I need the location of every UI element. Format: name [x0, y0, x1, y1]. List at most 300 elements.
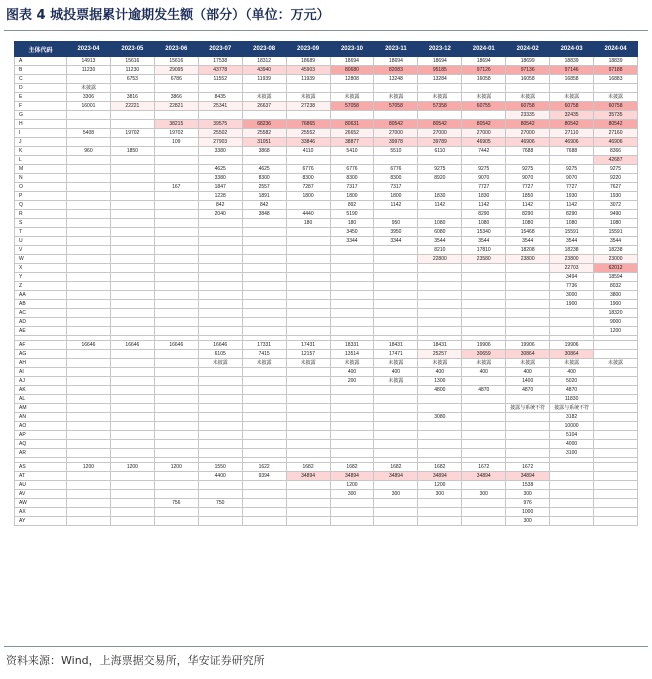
- table-cell: 18694: [462, 57, 506, 66]
- table-cell: [242, 449, 286, 458]
- table-cell: [198, 481, 242, 490]
- table-cell: [374, 431, 418, 440]
- table-cell: 750: [198, 499, 242, 508]
- table-cell: [110, 210, 154, 219]
- table-cell: [67, 138, 111, 147]
- table-cell: 60755: [462, 102, 506, 111]
- table-cell: [286, 111, 330, 120]
- table-cell: [110, 228, 154, 237]
- table-cell: [67, 472, 111, 481]
- table-cell: 5104: [550, 431, 594, 440]
- table-cell: [154, 472, 198, 481]
- table-cell: [242, 490, 286, 499]
- table-cell: 未披露: [550, 93, 594, 102]
- table-cell: [110, 472, 154, 481]
- table-cell: 68236: [242, 120, 286, 129]
- title-divider: [4, 30, 648, 31]
- table-cell: 22821: [154, 102, 198, 111]
- table-cell: [286, 431, 330, 440]
- entity-code-cell: AO: [15, 422, 67, 431]
- table-cell: 9490: [594, 210, 638, 219]
- table-cell: 8290: [550, 210, 594, 219]
- table-cell: [110, 359, 154, 368]
- table-cell: 9275: [594, 165, 638, 174]
- table-cell: [154, 246, 198, 255]
- table-cell: 3494: [550, 273, 594, 282]
- entity-code-cell: A: [15, 57, 67, 66]
- table-cell: 8300: [242, 174, 286, 183]
- table-cell: [418, 309, 462, 318]
- table-cell: 1930: [550, 192, 594, 201]
- table-cell: [418, 431, 462, 440]
- table-cell: [330, 282, 374, 291]
- table-cell: 未披露: [330, 359, 374, 368]
- table-cell: [154, 350, 198, 359]
- table-cell: [242, 413, 286, 422]
- table-cell: 13514: [330, 350, 374, 359]
- table-cell: 17331: [242, 341, 286, 350]
- table-cell: [242, 386, 286, 395]
- table-row: [15, 111, 638, 120]
- table-cell: [198, 246, 242, 255]
- table-cell: [67, 111, 111, 120]
- table-cell: 180: [286, 219, 330, 228]
- table-cell: [67, 273, 111, 282]
- column-header: 2023-11: [374, 42, 418, 57]
- table-cell: 7727: [462, 183, 506, 192]
- table-cell: [286, 368, 330, 377]
- table-cell: 400: [462, 368, 506, 377]
- table-cell: [330, 264, 374, 273]
- table-cell: [242, 228, 286, 237]
- table-cell: 未披露: [418, 359, 462, 368]
- table-cell: 62012: [594, 264, 638, 273]
- entity-code-cell: AD: [15, 318, 67, 327]
- table-cell: [154, 404, 198, 413]
- table-cell: [67, 255, 111, 264]
- table-cell: [198, 282, 242, 291]
- table-cell: [154, 422, 198, 431]
- table-cell: [110, 517, 154, 526]
- table-cell: [67, 377, 111, 386]
- table-cell: 4800: [418, 386, 462, 395]
- entity-code-cell: AW: [15, 499, 67, 508]
- table-cell: 3848: [242, 210, 286, 219]
- table-row: [15, 386, 638, 395]
- table-cell: [110, 431, 154, 440]
- table-cell: 18694: [330, 57, 374, 66]
- table-cell: [374, 386, 418, 395]
- table-cell: [418, 508, 462, 517]
- entity-code-cell: N: [15, 174, 67, 183]
- table-cell: [242, 404, 286, 413]
- table-cell: [67, 508, 111, 517]
- table-cell: [198, 264, 242, 273]
- table-cell: [462, 481, 506, 490]
- table-cell: 960: [67, 147, 111, 156]
- table-cell: 15616: [110, 57, 154, 66]
- table-cell: 3800: [594, 291, 638, 300]
- table-cell: [154, 282, 198, 291]
- table-cell: 1800: [330, 192, 374, 201]
- table-cell: [154, 481, 198, 490]
- entity-code-cell: F: [15, 102, 67, 111]
- table-cell: [418, 300, 462, 309]
- entity-code-cell: AY: [15, 517, 67, 526]
- table-row: [15, 404, 638, 413]
- table-row: [15, 508, 638, 517]
- table-cell: [198, 219, 242, 228]
- table-cell: [462, 431, 506, 440]
- table-cell: 14913: [67, 57, 111, 66]
- table-row: [15, 300, 638, 309]
- table-cell: [330, 255, 374, 264]
- table-cell: [198, 386, 242, 395]
- column-header: 2024-04: [594, 42, 638, 57]
- table-cell: [110, 386, 154, 395]
- table-cell: 18694: [374, 57, 418, 66]
- table-cell: [418, 422, 462, 431]
- entity-code-cell: AR: [15, 449, 67, 458]
- table-cell: 34894: [374, 472, 418, 481]
- table-cell: [462, 264, 506, 273]
- table-cell: [286, 508, 330, 517]
- table-cell: [67, 183, 111, 192]
- entity-code-cell: AT: [15, 472, 67, 481]
- table-cell: 1800: [286, 192, 330, 201]
- table-cell: [286, 449, 330, 458]
- table-cell: [67, 75, 111, 84]
- table-cell: [462, 395, 506, 404]
- table-cell: [286, 228, 330, 237]
- table-cell: 8300: [330, 174, 374, 183]
- table-cell: 12808: [330, 75, 374, 84]
- table-cell: [374, 404, 418, 413]
- table-cell: 1891: [242, 192, 286, 201]
- entity-code-cell: AG: [15, 350, 67, 359]
- table-cell: 46906: [594, 138, 638, 147]
- table-cell: [110, 246, 154, 255]
- table-cell: [374, 291, 418, 300]
- table-cell: [242, 282, 286, 291]
- entity-code-cell: H: [15, 120, 67, 129]
- table-cell: 22800: [418, 255, 462, 264]
- bottom-divider: [4, 646, 648, 647]
- table-row: [15, 93, 638, 102]
- table-cell: 18594: [594, 273, 638, 282]
- table-cell: 3450: [330, 228, 374, 237]
- table-cell: [286, 404, 330, 413]
- table-cell: [67, 201, 111, 210]
- table-cell: [418, 318, 462, 327]
- table-cell: [110, 255, 154, 264]
- table-cell: 43778: [198, 66, 242, 75]
- table-cell: [67, 359, 111, 368]
- table-cell: [198, 449, 242, 458]
- table-cell: [154, 327, 198, 336]
- table-cell: 4440: [286, 210, 330, 219]
- table-cell: [198, 309, 242, 318]
- table-cell: 1142: [506, 201, 550, 210]
- table-cell: 45903: [286, 66, 330, 75]
- table-cell: 10000: [550, 422, 594, 431]
- table-cell: 8300: [286, 174, 330, 183]
- table-cell: [330, 386, 374, 395]
- table-cell: 19906: [550, 341, 594, 350]
- table-cell: 1830: [462, 192, 506, 201]
- table-cell: [110, 264, 154, 273]
- table-cell: 未披露: [286, 93, 330, 102]
- table-cell: 12157: [286, 350, 330, 359]
- table-cell: 39789: [418, 138, 462, 147]
- table-cell: [67, 431, 111, 440]
- table-cell: [154, 273, 198, 282]
- table-cell: [198, 377, 242, 386]
- table-cell: [330, 84, 374, 93]
- table-cell: [550, 309, 594, 318]
- table-cell: [374, 300, 418, 309]
- table-cell: [506, 327, 550, 336]
- table-cell: [374, 499, 418, 508]
- table-cell: 5190: [330, 210, 374, 219]
- table-cell: [374, 413, 418, 422]
- table-cell: [110, 508, 154, 517]
- table-cell: [67, 120, 111, 129]
- table-cell: 39575: [198, 120, 242, 129]
- table-cell: [374, 282, 418, 291]
- table-cell: [154, 395, 198, 404]
- table-cell: [242, 395, 286, 404]
- table-cell: [67, 309, 111, 318]
- table-cell: 15591: [594, 228, 638, 237]
- table-cell: [330, 273, 374, 282]
- table-cell: 9070: [550, 174, 594, 183]
- table-cell: [110, 237, 154, 246]
- table-row: [15, 75, 638, 84]
- table-cell: [506, 449, 550, 458]
- table-cell: [154, 318, 198, 327]
- table-cell: [110, 300, 154, 309]
- table-cell: [418, 210, 462, 219]
- table-cell: 未披露: [67, 84, 111, 93]
- table-cell: [594, 508, 638, 517]
- table-cell: [67, 481, 111, 490]
- entity-code-cell: AJ: [15, 377, 67, 386]
- column-header: 2023-07: [198, 42, 242, 57]
- entity-code-cell: Z: [15, 282, 67, 291]
- table-cell: [110, 440, 154, 449]
- table-cell: [154, 219, 198, 228]
- table-cell: 400: [550, 368, 594, 377]
- table-cell: [418, 395, 462, 404]
- table-cell: 6105: [198, 350, 242, 359]
- table-cell: [418, 291, 462, 300]
- table-cell: [418, 440, 462, 449]
- table-cell: 1142: [462, 201, 506, 210]
- table-cell: 60758: [550, 102, 594, 111]
- table-cell: [198, 395, 242, 404]
- table-cell: [242, 517, 286, 526]
- table-cell: [242, 273, 286, 282]
- table-cell: [286, 291, 330, 300]
- table-cell: 23000: [594, 255, 638, 264]
- table-cell: 18839: [550, 57, 594, 66]
- table-cell: [594, 472, 638, 481]
- table-cell: [67, 395, 111, 404]
- table-cell: [418, 449, 462, 458]
- table-cell: [154, 165, 198, 174]
- table-cell: [462, 327, 506, 336]
- table-cell: 4110: [286, 147, 330, 156]
- table-cell: 57358: [418, 102, 462, 111]
- table-cell: [286, 264, 330, 273]
- table-row: [15, 120, 638, 129]
- table-cell: 11230: [110, 66, 154, 75]
- column-header: 2023-08: [242, 42, 286, 57]
- table-cell: [154, 508, 198, 517]
- table-cell: [242, 327, 286, 336]
- table-cell: 80542: [418, 120, 462, 129]
- table-row: [15, 463, 638, 472]
- table-cell: [594, 377, 638, 386]
- table-cell: 3344: [330, 237, 374, 246]
- table-cell: [594, 341, 638, 350]
- table-row: [15, 377, 638, 386]
- table-cell: [286, 309, 330, 318]
- table-row: [15, 472, 638, 481]
- table-cell: [198, 490, 242, 499]
- table-row: [15, 350, 638, 359]
- table-cell: [67, 440, 111, 449]
- table-cell: [154, 201, 198, 210]
- table-row: [15, 481, 638, 490]
- entity-code-cell: AV: [15, 490, 67, 499]
- table-cell: [242, 255, 286, 264]
- table-cell: [330, 318, 374, 327]
- table-cell: [462, 449, 506, 458]
- table-cell: 46906: [506, 138, 550, 147]
- entity-code-cell: R: [15, 210, 67, 219]
- table-cell: [550, 499, 594, 508]
- table-cell: [286, 386, 330, 395]
- column-header: 2024-02: [506, 42, 550, 57]
- table-row: [15, 341, 638, 350]
- entity-code-cell: I: [15, 129, 67, 138]
- table-cell: 7736: [550, 282, 594, 291]
- entity-code-cell: W: [15, 255, 67, 264]
- table-cell: 11939: [286, 75, 330, 84]
- table-cell: [110, 404, 154, 413]
- entity-code-cell: O: [15, 183, 67, 192]
- table-row: [15, 138, 638, 147]
- table-cell: [330, 431, 374, 440]
- table-cell: [330, 309, 374, 318]
- table-cell: 11939: [242, 75, 286, 84]
- table-cell: [67, 413, 111, 422]
- table-cell: 7442: [462, 147, 506, 156]
- table-cell: 1080: [418, 219, 462, 228]
- table-cell: 1080: [462, 219, 506, 228]
- table-cell: 8032: [594, 282, 638, 291]
- table-cell: 3182: [550, 413, 594, 422]
- table-cell: [242, 318, 286, 327]
- table-cell: [462, 377, 506, 386]
- table-cell: 9275: [550, 165, 594, 174]
- table-cell: 82083: [374, 66, 418, 75]
- column-header: 2023-09: [286, 42, 330, 57]
- table-cell: [286, 156, 330, 165]
- table-cell: [330, 404, 374, 413]
- table-cell: [110, 327, 154, 336]
- table-cell: [594, 431, 638, 440]
- table-cell: [418, 499, 462, 508]
- table-cell: 892: [330, 201, 374, 210]
- table-cell: [242, 264, 286, 273]
- table-cell: [418, 517, 462, 526]
- table-cell: [198, 255, 242, 264]
- table-cell: 1900: [594, 300, 638, 309]
- table-cell: 1682: [418, 463, 462, 472]
- entity-code-cell: J: [15, 138, 67, 147]
- table-cell: 7688: [550, 147, 594, 156]
- table-cell: [110, 395, 154, 404]
- table-cell: [198, 508, 242, 517]
- table-cell: 60758: [506, 102, 550, 111]
- table-cell: 1200: [154, 463, 198, 472]
- table-cell: [550, 472, 594, 481]
- table-row: [15, 264, 638, 273]
- table-cell: 25257: [418, 350, 462, 359]
- table-cell: [286, 440, 330, 449]
- table-cell: [242, 481, 286, 490]
- table-cell: 19702: [110, 129, 154, 138]
- table-cell: 17810: [462, 246, 506, 255]
- table-cell: 7627: [594, 183, 638, 192]
- entity-code-cell: K: [15, 147, 67, 156]
- table-cell: [154, 449, 198, 458]
- table-cell: 8290: [462, 210, 506, 219]
- table-cell: 1142: [374, 201, 418, 210]
- table-row: [15, 309, 638, 318]
- table-cell: [462, 517, 506, 526]
- overdue-table: [14, 41, 638, 526]
- table-cell: [242, 431, 286, 440]
- table-cell: [462, 309, 506, 318]
- table-cell: 19906: [506, 341, 550, 350]
- table-cell: 18320: [594, 309, 638, 318]
- entity-code-cell: Y: [15, 273, 67, 282]
- table-cell: 19702: [154, 129, 198, 138]
- table-row: [15, 219, 638, 228]
- table-cell: [594, 386, 638, 395]
- column-header: 主体代码: [15, 42, 67, 57]
- table-cell: 披露与系统不符: [550, 404, 594, 413]
- table-cell: 1682: [374, 463, 418, 472]
- table-cell: [110, 192, 154, 201]
- entity-code-cell: V: [15, 246, 67, 255]
- table-cell: 3344: [374, 237, 418, 246]
- table-cell: [154, 291, 198, 300]
- column-header: 2023-10: [330, 42, 374, 57]
- table-row: [15, 368, 638, 377]
- table-cell: 5408: [67, 129, 111, 138]
- table-cell: 25341: [198, 102, 242, 111]
- table-cell: [110, 273, 154, 282]
- table-cell: 80631: [330, 120, 374, 129]
- table-cell: 300: [418, 490, 462, 499]
- table-cell: [374, 156, 418, 165]
- table-cell: 9070: [506, 174, 550, 183]
